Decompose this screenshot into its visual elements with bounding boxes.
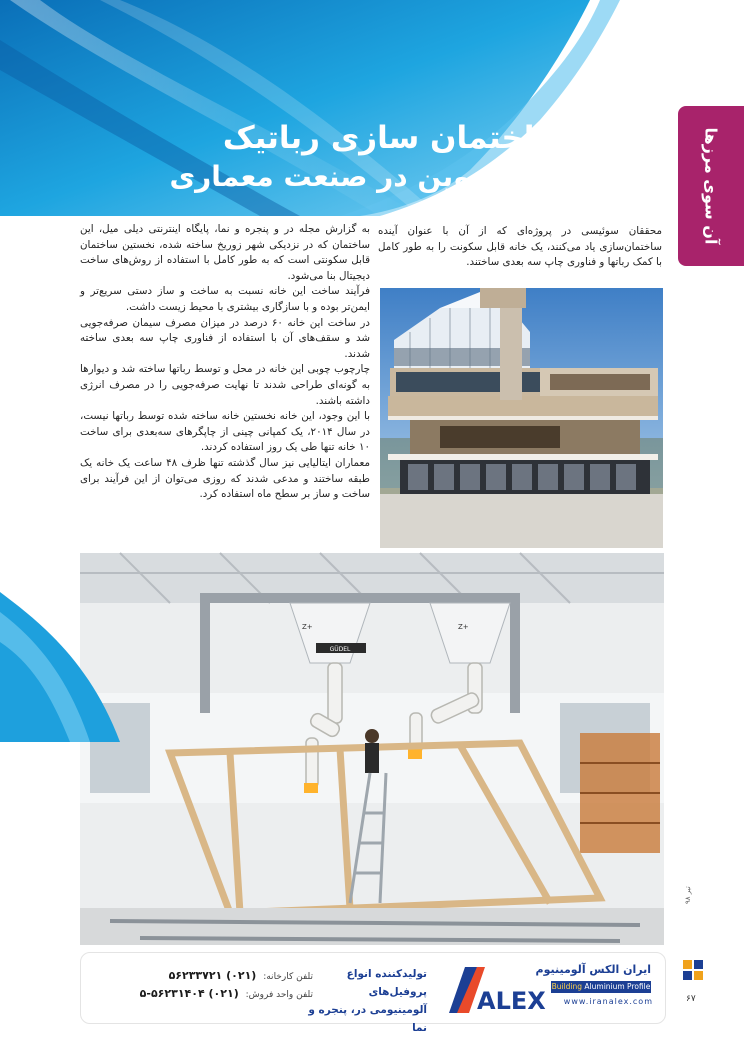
title-line-1: ساختمان سازی رباتیک bbox=[222, 120, 566, 156]
sales-phone-row bbox=[93, 985, 313, 1003]
alex-logo-icon bbox=[447, 963, 546, 1015]
section-tab bbox=[678, 106, 744, 266]
ad-sub-building: Building bbox=[551, 982, 583, 991]
body-paragraph-6: معماران ایتالیایی نیز سال گذشته تنها ظرف ۴۸ ساعت یک خانه یک طبقه ساختند و مدعی شدند که روزی می‌توان از این فرآیند برای ساخت و ساز بر سطح ماه استفاده کرد. bbox=[80, 456, 370, 501]
issue-date: تیر ۹۸ bbox=[684, 886, 692, 904]
intro-paragraph: محققان سوئیسی در پروژه‌ای که از آن با عنوان آینده ساختمان‌سازی یاد می‌کنند، یک خانه قابل سکونت را به طور کامل با کمک رباتها و فناوری چاپ سه بعدی ساختند. bbox=[378, 225, 662, 269]
page-number: ۶۷ bbox=[686, 994, 696, 1004]
contact-phones bbox=[93, 967, 313, 1003]
factory-phone-label: تلفن کارخانه: bbox=[263, 972, 313, 982]
body-column bbox=[80, 222, 370, 503]
body-paragraph-4: چارچوب چوبی این خانه در محل و توسط رباتها ساخته شد و دیوارها به گونه‌ای طراحی شدند تا نهایت صرفه‌جویی را در مصرف انرژی داشته باشند. bbox=[80, 363, 370, 407]
robotic-lab-photo bbox=[80, 553, 664, 945]
slogan-line-1: تولیدکننده انواع پروفیل‌های bbox=[346, 968, 427, 998]
sales-phone-number: (۰۲۱) ۵۶۲۳۱۴۰۴-۵ bbox=[139, 987, 239, 1000]
ad-brand-subtitle bbox=[551, 981, 651, 993]
section-tab-label: آن سوی مرزها bbox=[701, 127, 721, 245]
alex-logo-text: ALEX bbox=[477, 987, 546, 1015]
decorative-swoosh bbox=[0, 592, 120, 742]
swoosh-shape bbox=[0, 592, 120, 742]
title-line-2: تحولی نوین در صنعت معماری bbox=[169, 160, 578, 193]
ad-brand-name: ایران الکس آلومینیوم bbox=[535, 963, 651, 976]
robot-lab-illustration bbox=[80, 553, 664, 945]
factory-phone-row bbox=[93, 967, 313, 985]
ad-sub-profile: Aluminium Profile bbox=[584, 982, 651, 991]
ad-slogan bbox=[293, 965, 427, 1037]
sales-phone-label: تلفن واحد فروش: bbox=[245, 990, 313, 1000]
body-paragraph-1: به گزارش مجله در و پنجره و نما، پایگاه اینترنتی دیلی میل، این ساختمان که در نزدیکی شهر زوریخ ساخته شده، نخستین ساختمان قابل سکونتی است که به طور کامل با استفاده از روش‌های ساخت دیجیتال بنا می‌شود. bbox=[80, 223, 370, 282]
axis-label-left: Z+ bbox=[302, 623, 313, 631]
intro-column bbox=[378, 224, 662, 271]
slogan-line-2: آلومینیومی در، پنجره و نما bbox=[308, 1004, 427, 1034]
factory-phone-number: (۰۲۱) ۵۶۲۳۳۷۲۱ bbox=[168, 969, 257, 982]
magazine-logo-icon bbox=[681, 958, 705, 982]
building-illustration bbox=[380, 288, 663, 548]
gantry-label: GÜDEL bbox=[329, 646, 351, 653]
ad-website-link[interactable]: www.iranalex.com bbox=[563, 997, 653, 1006]
advertisement-banner[interactable] bbox=[80, 952, 666, 1034]
body-paragraph-2: فرآیند ساخت این خانه نسبت به ساخت و ساز دستی سریع‌تر و ایمن‌تر بوده و با سازگاری بیشتری با محیط زیست داشت. bbox=[80, 285, 370, 313]
axis-label-right: Z+ bbox=[458, 623, 469, 631]
building-photo bbox=[380, 288, 663, 548]
body-paragraph-5: با این وجود، این خانه نخستین خانه ساخته شده توسط رباتها نیست، در سال ۲۰۱۴، یک کمپانی چینی از چاپگرهای سه‌بعدی برای ساخت ۱۰ خانه تنها طی یک روز استفاده کردند. bbox=[80, 410, 370, 454]
article-title bbox=[146, 118, 578, 196]
body-paragraph-3: در ساخت این خانه ۶۰ درصد در میزان مصرف سیمان صرفه‌جویی شد و سقف‌های آن با استفاده از فناوری چاپ سه بعدی ساخته شدند. bbox=[80, 316, 370, 360]
